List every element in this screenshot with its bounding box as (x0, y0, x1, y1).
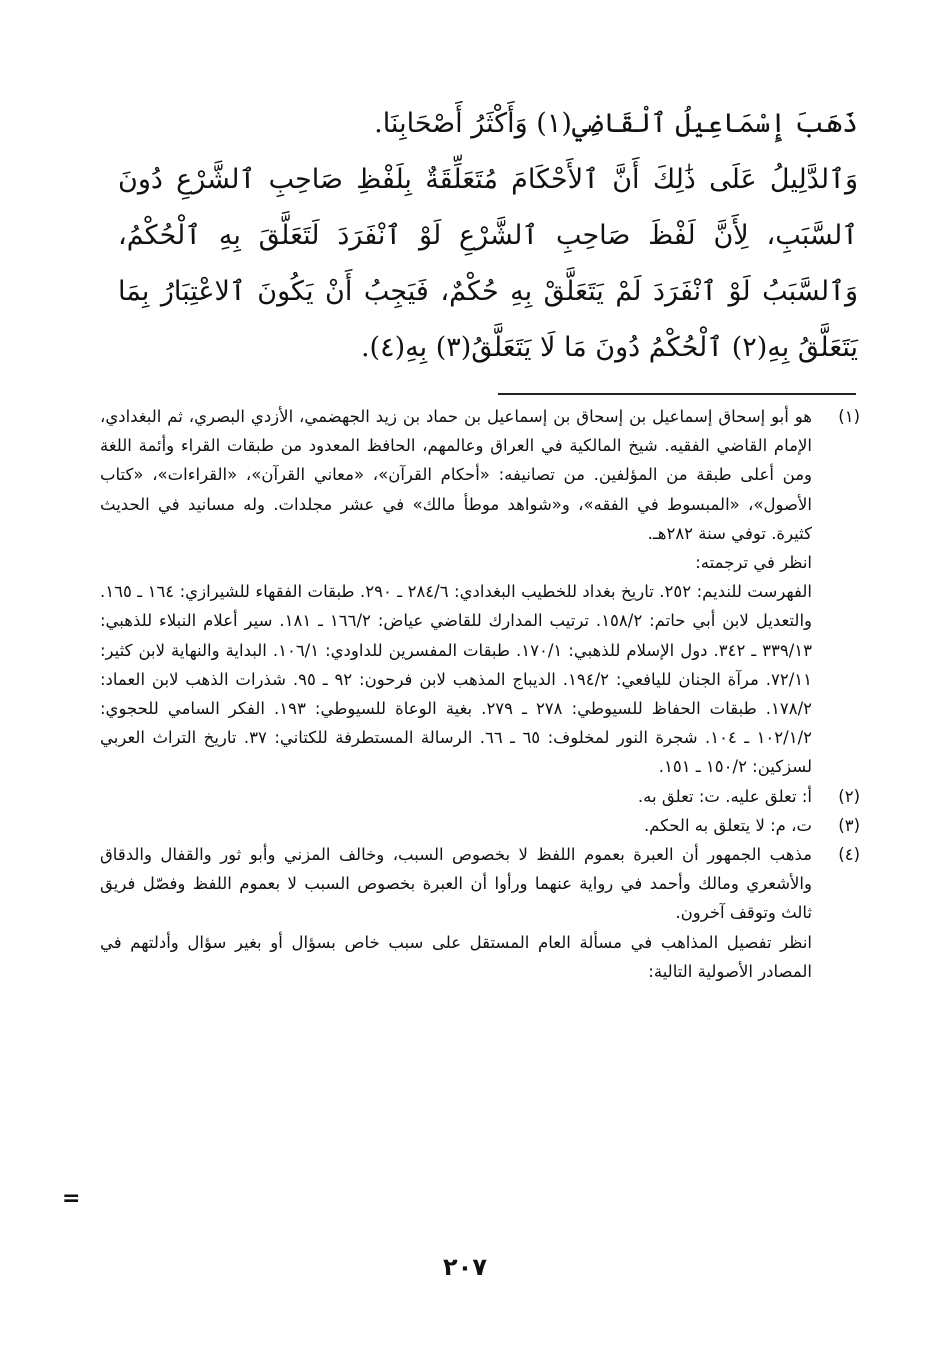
footnote-1 (100, 402, 860, 782)
main-text (118, 96, 858, 376)
main-paragraph-1: ذَهَبَ إِسْمَاعِيلُ ٱلْقَاضِي(١) وَأَكْثَرُ أَصْحَابِنَا. (374, 108, 858, 139)
footnote-body (100, 782, 812, 811)
footnote-paragraph: مذهب الجمهور أن العبرة بعموم اللفظ لا بخصوص السبب، وخالف المزني وأبو ثور والقفال والدقاق والأشعري ومالك وأحمد في رواية عنهما ورأوا أن العبرة بخصوص السبب لا بعموم اللفظ وفصّل فريق ثالث وتوقف آخرون. (100, 845, 812, 923)
footnote-body (100, 811, 812, 840)
footnote-2 (100, 782, 860, 811)
footnote-paragraph: ت، م: لا يتعلق به الحكم. (643, 815, 812, 835)
footnote-paragraph: هو أبو إسحاق إسماعيل بن إسحاق بن إسماعيل بن حماد بن زيد الجهضمي، الأزدي البصري، ثم البغدادي، الإمام القاضي الفقيه. شيخ المالكية في العراق وعالمهم، الحافظ المعدود من طبقات القراء وأئمة اللغة ومن أعلى طبقة من المؤلفين. من تصانيفه: «أحكام القرآن»، «معاني القرآن»، «القراءات»، «كتاب الأصول»، «المبسوط في الفقه»، و«شواهد موطأ مالك» في عشر مجلدات. وله مسانيد في الحديث كثيرة. توفي سنة ٢٨٢هـ. (100, 407, 812, 543)
footnote-body (100, 402, 812, 782)
footnotes (100, 402, 860, 986)
footnote-number: (١) (838, 407, 860, 426)
footnote-number: (٤) (838, 845, 860, 865)
footnote-body (100, 840, 812, 986)
footnote-number: (٣) (838, 815, 860, 835)
footnote-paragraph: انظر في ترجمته: (695, 553, 812, 573)
footnote-paragraph: أ: تعلق عليه. ت: تعلق به. (637, 786, 812, 806)
footnote-paragraph: انظر تفصيل المذاهب في مسألة العام المستقل على سبب خاص بسؤال أو بغير سؤال وأدلتهم في المصادر الأصولية التالية: (100, 932, 812, 981)
footnote-4 (100, 840, 860, 986)
footnote-number: (٢) (838, 786, 860, 806)
page-number: ٢٠٧ (443, 1253, 487, 1281)
continuation-mark: = (62, 1186, 81, 1211)
footnote-3 (100, 811, 860, 840)
main-paragraph-2: وَٱلدَّلِيلُ عَلَى ذَٰلِكَ أَنَّ ٱلأَحْكَامَ مُتَعَلِّقَةٌ بِلَفْظِ صَاحِبِ ٱلشَّرْعِ دُونَ ٱلسَّبَبِ، لِأَنَّ لَفْظَ صَاحِبِ ٱلشَّرْعِ لَوْ ٱنْفَرَدَ لَتَعَلَّقَ بِهِ ٱلْحُكْمُ، وَٱلسَّبَبُ لَوْ ٱنْفَرَدَ لَمْ يَتَعَلَّقْ بِهِ حُكْمٌ، فَيَجِبُ أَنْ يَكُونَ ٱلاعْتِبَارُ بِمَا يَتَعَلَّقُ بِهِ(٢) ٱلْحُكْمُ دُونَ مَا لَا يَتَعَلَّقُ(٣) بِهِ(٤). (118, 164, 858, 363)
footnote-separator (498, 393, 856, 395)
footnote-paragraph: الفهرست للنديم: ٢٥٢. تاريخ بغداد للخطيب البغدادي: ٢٨٤/٦ ـ ٢٩٠. طبقات الفقهاء للشيرازي: ١٦٤ ـ ١٦٥. والتعديل لابن أبي حاتم: ١٥٨/٢. ترتيب المدارك للقاضي عياض: ١٦٦/٢ ـ ١٨١. سير أعلام النبلاء للذهبي: ٣٣٩/١٣ ـ ٣٤٢. دول الإسلام للذهبي: ١٧٠/١. طبقات المفسرين للداودي: ١٠٦/١. البداية والنهاية لابن كثير: ٧٢/١١. مرآة الجنان لليافعي: ١٩٤/٢. الديباج المذهب لابن فرحون: ٩٢ ـ ٩٥. شذرات الذهب لابن العماد: ١٧٨/٢. طبقات الحفاظ للسيوطي: ٢٧٨ ـ ٢٧٩. بغية الوعاة للسيوطي: ١٩٣. الفكر السامي للحجوي: ١٠٢/١/٢ ـ ١٠٤. شجرة النور لمخلوف: ٦٥ ـ ٦٦. الرسالة المستطرفة للكتاني: ٣٧. تاريخ التراث العربي لسزكين: ١٥٠/٢ ـ ١٥١. (100, 582, 812, 777)
